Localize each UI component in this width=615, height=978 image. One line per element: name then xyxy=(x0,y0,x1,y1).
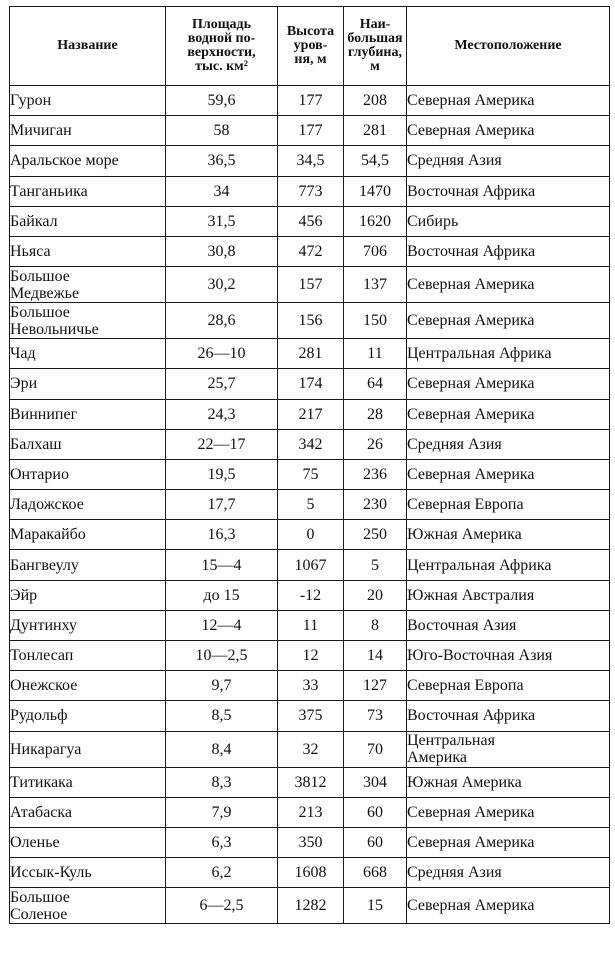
height-cell: -12 xyxy=(278,580,344,610)
depth-cell: 20 xyxy=(344,580,407,610)
height-cell: 157 xyxy=(278,267,344,303)
lake-name-cell: Эри xyxy=(10,369,166,399)
area-cell: 15—4 xyxy=(166,550,278,580)
location-cell: Сибирь xyxy=(407,206,610,236)
table-row xyxy=(10,236,610,266)
lake-name-cell: Большое Медвежье xyxy=(10,267,166,303)
lake-name-cell: Оленье xyxy=(10,827,166,857)
location-cell: Восточная Африка xyxy=(407,236,610,266)
lake-name-cell: Байкал xyxy=(10,206,166,236)
depth-cell: 1470 xyxy=(344,176,407,206)
lake-name-cell: Ладожское xyxy=(10,490,166,520)
table-row xyxy=(10,858,610,888)
area-cell: 7,9 xyxy=(166,797,278,827)
area-cell: 6,2 xyxy=(166,858,278,888)
depth-cell: 15 xyxy=(344,888,407,924)
lake-name-cell: Тонлесап xyxy=(10,641,166,671)
height-cell: 0 xyxy=(278,520,344,550)
height-cell: 773 xyxy=(278,176,344,206)
area-cell: 9,7 xyxy=(166,671,278,701)
area-cell: 36,5 xyxy=(166,146,278,176)
table-row xyxy=(10,459,610,489)
height-cell: 217 xyxy=(278,399,344,429)
table-row xyxy=(10,767,610,797)
lake-name-cell: Атабаска xyxy=(10,797,166,827)
lake-name-cell: Танганьика xyxy=(10,176,166,206)
height-cell: 11 xyxy=(278,610,344,640)
location-cell: Восточная Азия xyxy=(407,610,610,640)
depth-cell: 28 xyxy=(344,399,407,429)
depth-cell: 11 xyxy=(344,339,407,369)
height-cell: 34,5 xyxy=(278,146,344,176)
lake-name-cell: Никарагуа xyxy=(10,731,166,767)
area-cell: 8,3 xyxy=(166,767,278,797)
table-row xyxy=(10,429,610,459)
height-cell: 350 xyxy=(278,827,344,857)
table-row xyxy=(10,888,610,924)
lake-name-cell: Большое Невольничье xyxy=(10,303,166,339)
location-cell: Средняя Азия xyxy=(407,429,610,459)
height-cell: 12 xyxy=(278,641,344,671)
location-cell: Южная Америка xyxy=(407,767,610,797)
area-cell: 28,6 xyxy=(166,303,278,339)
depth-cell: 250 xyxy=(344,520,407,550)
area-cell: 34 xyxy=(166,176,278,206)
table-row xyxy=(10,610,610,640)
location-cell: Средняя Азия xyxy=(407,858,610,888)
column-header-area: Площадь водной по- верхности, тыс. км² xyxy=(166,7,278,86)
column-header-location: Местоположение xyxy=(407,7,610,86)
height-cell: 472 xyxy=(278,236,344,266)
column-header-height: Высота уров- ня, м xyxy=(278,7,344,86)
height-cell: 5 xyxy=(278,490,344,520)
area-cell: 19,5 xyxy=(166,459,278,489)
header-row xyxy=(10,7,610,86)
height-cell: 32 xyxy=(278,731,344,767)
depth-cell: 26 xyxy=(344,429,407,459)
location-cell: Северная Америка xyxy=(407,86,610,116)
table-row xyxy=(10,731,610,767)
area-cell: 59,6 xyxy=(166,86,278,116)
table-row xyxy=(10,339,610,369)
lake-name-cell: Чад xyxy=(10,339,166,369)
height-cell: 33 xyxy=(278,671,344,701)
area-cell: 31,5 xyxy=(166,206,278,236)
depth-cell: 137 xyxy=(344,267,407,303)
table-row xyxy=(10,797,610,827)
lake-name-cell: Онежское xyxy=(10,671,166,701)
height-cell: 174 xyxy=(278,369,344,399)
depth-cell: 1620 xyxy=(344,206,407,236)
area-cell: 24,3 xyxy=(166,399,278,429)
area-cell: 8,4 xyxy=(166,731,278,767)
lake-name-cell: Дунтинху xyxy=(10,610,166,640)
lake-name-cell: Онтарио xyxy=(10,459,166,489)
lake-name-cell: Большое Соленое xyxy=(10,888,166,924)
height-cell: 177 xyxy=(278,86,344,116)
depth-cell: 60 xyxy=(344,797,407,827)
height-cell: 1282 xyxy=(278,888,344,924)
height-cell: 75 xyxy=(278,459,344,489)
area-cell: 58 xyxy=(166,116,278,146)
location-cell: Северная Америка xyxy=(407,303,610,339)
table-row xyxy=(10,399,610,429)
location-cell: Северная Америка xyxy=(407,459,610,489)
height-cell: 3812 xyxy=(278,767,344,797)
depth-cell: 236 xyxy=(344,459,407,489)
table-row xyxy=(10,520,610,550)
depth-cell: 127 xyxy=(344,671,407,701)
depth-cell: 150 xyxy=(344,303,407,339)
lake-name-cell: Маракайбо xyxy=(10,520,166,550)
location-cell: Восточная Африка xyxy=(407,701,610,731)
height-cell: 1067 xyxy=(278,550,344,580)
area-cell: 8,5 xyxy=(166,701,278,731)
location-cell: Южная Австралия xyxy=(407,580,610,610)
column-header-depth: Наи- большая глубина, м xyxy=(344,7,407,86)
location-cell: Северная Америка xyxy=(407,797,610,827)
depth-cell: 73 xyxy=(344,701,407,731)
location-cell: Северная Европа xyxy=(407,671,610,701)
height-cell: 456 xyxy=(278,206,344,236)
lake-name-cell: Ньяса xyxy=(10,236,166,266)
table-row xyxy=(10,369,610,399)
location-cell: Северная Европа xyxy=(407,490,610,520)
depth-cell: 60 xyxy=(344,827,407,857)
area-cell: 6—2,5 xyxy=(166,888,278,924)
area-cell: 30,8 xyxy=(166,236,278,266)
table-row xyxy=(10,827,610,857)
lakes-table-page xyxy=(9,6,609,924)
height-cell: 156 xyxy=(278,303,344,339)
table-row xyxy=(10,176,610,206)
area-cell: 17,7 xyxy=(166,490,278,520)
location-cell: Средняя Азия xyxy=(407,146,610,176)
location-cell: Южная Америка xyxy=(407,520,610,550)
lake-name-cell: Иссык-Куль xyxy=(10,858,166,888)
depth-cell: 8 xyxy=(344,610,407,640)
table-row xyxy=(10,146,610,176)
lakes-table xyxy=(9,6,610,924)
location-cell: Юго-Восточная Азия xyxy=(407,641,610,671)
location-cell: Северная Америка xyxy=(407,888,610,924)
column-header-name: Название xyxy=(10,7,166,86)
lake-name-cell: Гурон xyxy=(10,86,166,116)
area-cell: 22—17 xyxy=(166,429,278,459)
table-row xyxy=(10,550,610,580)
location-cell: Северная Америка xyxy=(407,399,610,429)
table-row xyxy=(10,267,610,303)
location-cell: Центральная Африка xyxy=(407,550,610,580)
lake-name-cell: Балхаш xyxy=(10,429,166,459)
location-cell: Северная Америка xyxy=(407,116,610,146)
lake-name-cell: Аральское море xyxy=(10,146,166,176)
depth-cell: 54,5 xyxy=(344,146,407,176)
lake-name-cell: Титикака xyxy=(10,767,166,797)
depth-cell: 304 xyxy=(344,767,407,797)
table-row xyxy=(10,490,610,520)
lake-name-cell: Бангвеулу xyxy=(10,550,166,580)
depth-cell: 230 xyxy=(344,490,407,520)
area-cell: 16,3 xyxy=(166,520,278,550)
area-cell: до 15 xyxy=(166,580,278,610)
area-cell: 30,2 xyxy=(166,267,278,303)
table-row xyxy=(10,701,610,731)
depth-cell: 208 xyxy=(344,86,407,116)
table-row xyxy=(10,303,610,339)
depth-cell: 281 xyxy=(344,116,407,146)
depth-cell: 70 xyxy=(344,731,407,767)
lake-name-cell: Рудольф xyxy=(10,701,166,731)
table-row xyxy=(10,86,610,116)
depth-cell: 706 xyxy=(344,236,407,266)
location-cell: Центральная Америка xyxy=(407,731,610,767)
depth-cell: 5 xyxy=(344,550,407,580)
height-cell: 375 xyxy=(278,701,344,731)
height-cell: 342 xyxy=(278,429,344,459)
table-row xyxy=(10,641,610,671)
area-cell: 6,3 xyxy=(166,827,278,857)
depth-cell: 14 xyxy=(344,641,407,671)
depth-cell: 668 xyxy=(344,858,407,888)
location-cell: Северная Америка xyxy=(407,369,610,399)
height-cell: 213 xyxy=(278,797,344,827)
area-cell: 12—4 xyxy=(166,610,278,640)
area-cell: 26—10 xyxy=(166,339,278,369)
table-row xyxy=(10,116,610,146)
lake-name-cell: Виннипег xyxy=(10,399,166,429)
height-cell: 177 xyxy=(278,116,344,146)
depth-cell: 64 xyxy=(344,369,407,399)
area-cell: 25,7 xyxy=(166,369,278,399)
table-row xyxy=(10,671,610,701)
location-cell: Центральная Африка xyxy=(407,339,610,369)
table-row xyxy=(10,580,610,610)
table-body xyxy=(10,86,610,924)
location-cell: Северная Америка xyxy=(407,827,610,857)
height-cell: 281 xyxy=(278,339,344,369)
height-cell: 1608 xyxy=(278,858,344,888)
lake-name-cell: Эйр xyxy=(10,580,166,610)
lake-name-cell: Мичиган xyxy=(10,116,166,146)
location-cell: Северная Америка xyxy=(407,267,610,303)
area-cell: 10—2,5 xyxy=(166,641,278,671)
table-row xyxy=(10,206,610,236)
location-cell: Восточная Африка xyxy=(407,176,610,206)
